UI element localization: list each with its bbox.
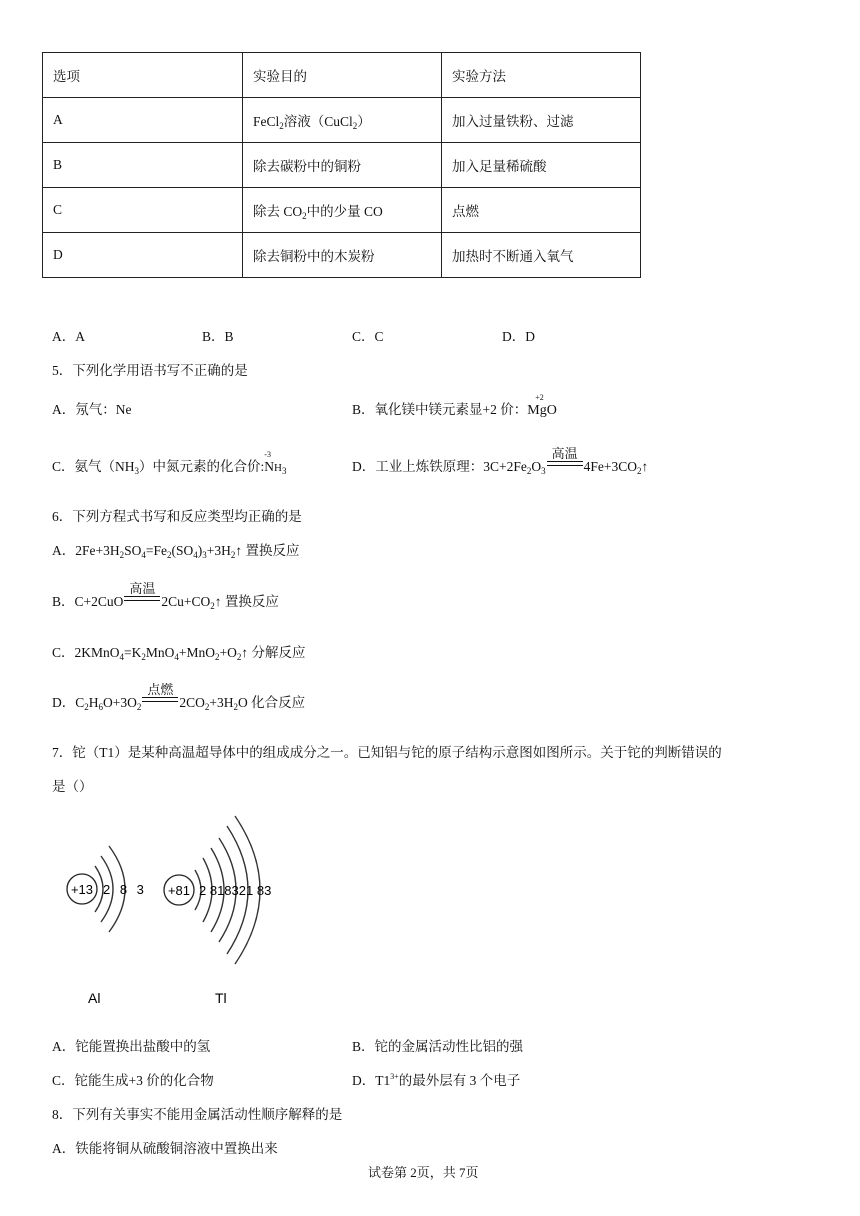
q5-choice-b-text: B．氧化镁中镁元素显+2 价： <box>352 402 528 417</box>
q8-choice-a[interactable]: A．铁能将铜从硫酸铜溶液中置换出来 <box>52 1141 278 1156</box>
option-cell: B <box>43 143 243 188</box>
q7-stem-line2: 是（） <box>52 779 93 794</box>
q4-choice-d[interactable]: D．D <box>502 329 535 344</box>
q6-choice-a[interactable]: A．$2Fe+3H_2SO_4=Fe_2(SO_4)_3+3H_2↑$ 置换反应 <box>52 543 300 560</box>
method-cell: 点燃 <box>442 188 641 233</box>
q7-choice-c[interactable]: C．铊能生成+3 价的化合物 <box>52 1073 214 1088</box>
q6-choice-b[interactable]: B．C+2CuO 高温 $2Cu+CO_2↑$ 置换反应 <box>52 581 279 611</box>
q7-stem-line1: 7．铊（T1）是某种高温超导体中的组成成分之一。已知铝与铊的原子结构示意图如图所示。关于铊的判断错误的 <box>52 745 722 760</box>
tl-nucleus-label: +81 <box>167 883 191 898</box>
table-row <box>43 188 641 233</box>
option-cell: D <box>43 233 243 278</box>
option-cell: C <box>43 188 243 233</box>
table-row <box>43 98 641 143</box>
q4-choice-b[interactable]: B．B <box>202 329 234 344</box>
valence-formula: +2 Mg <box>527 393 547 418</box>
q5-choice-c[interactable]: C．氨气$(NH_3)$中氮元素的化合价: -3 $NH_3$ <box>52 450 287 476</box>
valence-formula: -3 N <box>264 450 275 474</box>
page-footer: 试卷第 2页，共 7页 <box>368 1165 479 1180</box>
option-cell: A <box>43 98 243 143</box>
q5-choice-d[interactable]: D．工业上炼铁原理：$3C+2Fe_2O_3$ 高温 $4Fe+3CO_2↑$ <box>352 446 649 476</box>
purpose-cell: 除去 $CO_2$中的少量 CO <box>243 188 442 233</box>
q6-choice-d[interactable]: D．$C_2H_6O+3O_2$ 点燃 $2CO_2+3H_2O$ 化合反应 <box>52 682 306 712</box>
q8-stem: 8．下列有关事实不能用金属活动性顺序解释的是 <box>52 1107 343 1122</box>
q5-stem: 5．下列化学用语书写不正确的是 <box>52 363 248 378</box>
method-cell: 加入过量铁粉、过滤 <box>442 98 641 143</box>
options-table <box>42 52 641 278</box>
al-atom-diagram <box>67 846 147 932</box>
q5-choice-b[interactable]: B．氧化镁中镁元素显+2 价： +2 MgO <box>352 393 557 418</box>
al-shell-electrons: 2 8 3 <box>103 882 147 897</box>
q6-stem: 6．下列方程式书写和反应类型均正确的是 <box>52 509 302 524</box>
table-row <box>43 143 641 188</box>
tl-label: Tl <box>215 990 227 1006</box>
purpose-cell: 除去铜粉中的木炭粉 <box>243 233 442 278</box>
table-row <box>43 233 641 278</box>
table-header-cell: 选项 <box>43 53 243 98</box>
purpose-cell: 除去碳粉中的铜粉 <box>243 143 442 188</box>
table-header-cell: 实验目的 <box>243 53 442 98</box>
q7-choice-b[interactable]: B．铊的金属活动性比铝的强 <box>352 1039 524 1054</box>
al-label: Al <box>88 990 101 1006</box>
table-header-row <box>43 53 641 98</box>
purpose-cell: FeCl$_2$溶液（CuCl$_2$） <box>243 98 442 143</box>
q7-choice-d[interactable]: D．$T1^{3+}$的最外层有 3 个电子 <box>352 1072 521 1088</box>
reaction-condition: 高温 <box>124 592 160 606</box>
table-header-cell: 实验方法 <box>442 53 641 98</box>
q4-choice-a[interactable]: A．A <box>52 329 85 344</box>
q5-choice-a[interactable]: A．氖气：Ne <box>52 402 132 417</box>
q6-choice-c[interactable]: C．$2KMnO_4=K_2MnO_4+MnO_2+O_2↑$ 分解反应 <box>52 645 306 662</box>
q7-choice-a[interactable]: A．铊能置换出盐酸中的氢 <box>52 1039 211 1054</box>
method-cell: 加热时不断通入氧气 <box>442 233 641 278</box>
tl-atom-diagram <box>164 816 271 964</box>
q4-choice-c[interactable]: C．C <box>352 329 384 344</box>
tl-shell-electrons: 2 818321 83 <box>199 883 272 898</box>
reaction-condition: 点燃 <box>142 693 178 707</box>
reaction-condition: 高温 <box>547 457 583 471</box>
method-cell: 加入足量稀硫酸 <box>442 143 641 188</box>
al-nucleus-label: +13 <box>70 882 94 897</box>
atomic-structure-diagram <box>55 808 295 1018</box>
